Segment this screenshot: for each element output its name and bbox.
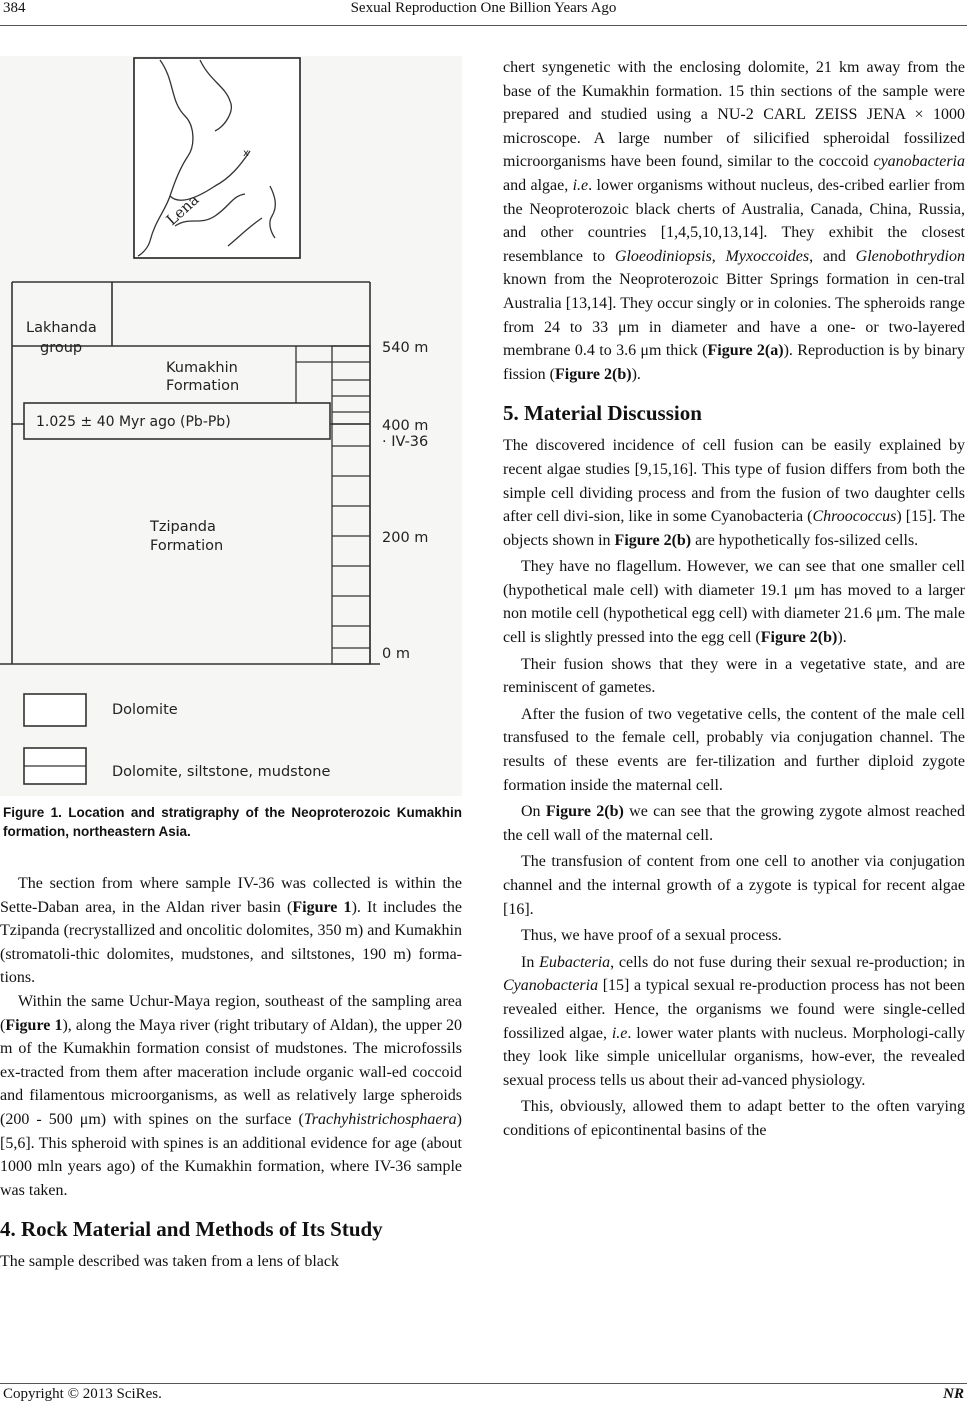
header-rule bbox=[0, 25, 967, 26]
paragraph: They have no flagellum. However, we can see that one smaller cell (hypothetical male cell) with diameter 19.1 μm has moved to a larger non motile cell (hypothetical egg cell) with diameter 21.6 μm. The male cell is slightly pressed into the egg cell (Figure 2(b)). bbox=[503, 558, 965, 647]
running-title: Sexual Reproduction One Billion Years Ago bbox=[350, 0, 617, 16]
figure-ref[interactable]: Figure 2(b) bbox=[614, 531, 692, 549]
left-column bbox=[0, 872, 462, 1274]
journal-abbrev: NR bbox=[943, 1386, 964, 1402]
map-cross-mark: x bbox=[243, 148, 249, 159]
figure-ref[interactable]: Figure 2(b) bbox=[555, 365, 632, 383]
sample-label: · IV-36 bbox=[382, 434, 429, 450]
section-heading-5: 5. Material Discussion bbox=[503, 401, 702, 426]
paragraph: This, obviously, allowed them to adapt better to the often varying conditions of epicontinental basins of the bbox=[503, 1098, 965, 1139]
paragraph: The section from where sample IV-36 was collected is within the Sette-Daban area, in the Aldan river basin (Figure 1). It includes the Tzipanda (recrystallized and oncolitic dolomites, 350 m) and Kumakhin (stromatoli-thic dolomites, mudstones, and siltstones, 190 m) forma-tions. bbox=[0, 875, 463, 987]
map-river-label: Lena bbox=[162, 190, 203, 229]
paragraph: After the fusion of two vegetative cells, the content of the male cell transfused to the female cell, probably via conjugation channel. The results of these events are fer-tilization and further diploid zygote formation inside the maternal cell. bbox=[503, 705, 965, 794]
section-heading-4: 4. Rock Material and Methods of Its Study bbox=[0, 1217, 383, 1242]
lakhanda-label-2: group bbox=[40, 340, 83, 356]
age-label: 1.025 ± 40 Myr ago (Pb-Pb) bbox=[36, 414, 231, 430]
footer-rule bbox=[0, 1383, 967, 1384]
figure-ref[interactable]: Figure 2(b) bbox=[545, 803, 624, 821]
legend-dolomite-label: Dolomite bbox=[112, 702, 178, 718]
figure-ref[interactable]: Figure 2(a) bbox=[707, 342, 784, 360]
paragraph: Within the same Uchur-Maya region, southeast of the sampling area (Figure 1), along the Maya river (right tributary of Aldan), the upper 20 m of the Kumakhin formation consist of mudstones. The microfossils ex-tracted from them after maceration include organic wall-ed coccoid and filamentous microorganisms, as well as relatively large spheroids (200 - 500 μm) with spines on the surface (Trachyhistrichosphaera) [5,6]. This spheroid with spines is an additional evidence for age (about 1000 mln years ago) of the Kumakhin formation, where IV-36 sample was taken. bbox=[0, 992, 463, 1199]
paragraph: The discovered incidence of cell fusion can be easily explained by recent algae studies [9,15,16]. This type of fusion differs from both the simple cell dividing process and from the fusion of two daughter cells after cell divi-sion, like in some Cyanobacteria (Chroococcus) [15]. The objects shown in Figure 2(b) are hypothetically fos-silized cells. bbox=[503, 437, 965, 549]
depth-0-label: 0 m bbox=[382, 646, 410, 662]
tzipanda-label-2: Formation bbox=[150, 538, 224, 554]
figure-ref[interactable]: Figure 2(b) bbox=[760, 629, 838, 647]
paragraph: Their fusion shows that they were in a vegetative state, and are reminiscent of gametes. bbox=[503, 655, 965, 697]
map-frame bbox=[134, 58, 300, 258]
figure-ref[interactable]: Figure 1 bbox=[5, 1016, 63, 1034]
paragraph: Thus, we have proof of a sexual process. bbox=[521, 927, 782, 945]
paragraph: In Eubacteria, cells do not fuse during their sexual re-production; in Cyanobacteria [15] a typical sexual re-production process has not been revealed either. Hence, the organisms we found were single-celled fossilized algae, i.e. lower water plants with nucleus. Morphologi-cally they look like simple unicellular organisms, how-ever, the revealed sexual process tells us about their ad-vanced physiology. bbox=[503, 953, 966, 1089]
paragraph: chert syngenetic with the enclosing dolomite, 21 km away from the base of the Kumakhin formation. 15 thin sections of the sample were prepared and studied using a NU-2 CARL ZEISS JENA × 1000 microscope. A large number of silicified spheroidal fossilized microorganisms have been found, similar to the coccoid cyanobacteria and algae, i.e. lower organisms without nucleus, des-cribed earlier from the Neoproterozoic black cherts of Australia, Canada, China, Russia, and other countries [1,4,5,10,13,14]. They exhibit the closest resemblance to Gloeodiniopsis, Myxoccoides, and Glenobothrydion known from the Neoproterozoic Bitter Springs formation in cen-tral Australia [13,14]. They occur singly or in colonies. The spheroids range from 24 to 33 μm in diameter and have a one- or two-layered membrane 0.4 to 3.6 μm thick (Figure 2(a)). Reproduction is by binary fission (Figure 2(b)). bbox=[503, 59, 966, 383]
kumakhin-label-2: Formation bbox=[166, 378, 240, 394]
paragraph: The sample described was taken from a lens of black bbox=[0, 1253, 339, 1271]
paragraph: On Figure 2(b) we can see that the growing zygote almost reached the cell wall of the maternal cell. bbox=[503, 803, 965, 844]
legend-mixed-label: Dolomite, siltstone, mudstone bbox=[112, 764, 331, 780]
kumakhin-label-1: Kumakhin bbox=[166, 360, 238, 376]
depth-400-label: 400 m bbox=[382, 418, 429, 434]
lithology-column bbox=[296, 346, 370, 664]
paragraph: The transfusion of content from one cell to another via conjugation channel and the internal growth of a zygote is typical for recent algae [16]. bbox=[503, 853, 965, 918]
legend-dolomite-swatch bbox=[24, 694, 86, 726]
figure-1 bbox=[0, 56, 462, 796]
figure-ref[interactable]: Figure 1 bbox=[292, 898, 352, 916]
depth-540-label: 540 m bbox=[382, 340, 429, 356]
page-number: 384 bbox=[3, 0, 26, 16]
right-column bbox=[503, 56, 965, 1143]
copyright-notice: Copyright © 2013 SciRes. bbox=[3, 1386, 162, 1402]
figure-1-caption: Figure 1. Location and stratigraphy of the Neoproterozoic Kumakhin formation, northeastern Asia. bbox=[3, 805, 462, 839]
tzipanda-label-1: Tzipanda bbox=[150, 519, 216, 535]
stratigraphy-figure bbox=[0, 56, 462, 796]
lakhanda-label-1: Lakhanda bbox=[26, 320, 97, 336]
depth-200-label: 200 m bbox=[382, 530, 429, 546]
